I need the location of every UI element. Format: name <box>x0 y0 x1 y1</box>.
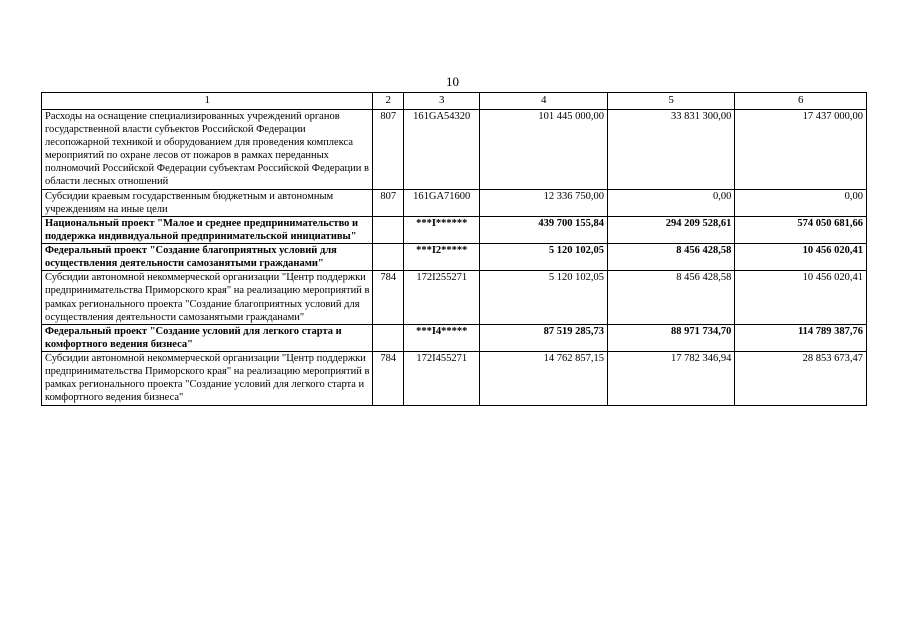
header-col-1: 1 <box>42 93 373 110</box>
row-code-2 <box>373 324 404 351</box>
row-code-2: 784 <box>373 352 404 406</box>
page-number: 10 <box>446 74 459 89</box>
row-value-6: 10 456 020,41 <box>735 244 867 271</box>
row-code-3: 161GA54320 <box>404 109 480 189</box>
row-value-4: 5 120 102,05 <box>480 271 607 325</box>
header-col-5: 5 <box>607 93 734 110</box>
row-value-6: 28 853 673,47 <box>735 352 867 406</box>
row-value-4: 87 519 285,73 <box>480 324 607 351</box>
header-col-2: 2 <box>373 93 404 110</box>
row-code-2: 807 <box>373 109 404 189</box>
header-col-3: 3 <box>404 93 480 110</box>
row-value-5: 0,00 <box>607 189 734 216</box>
row-code-3: ***I4***** <box>404 324 480 351</box>
row-code-2: 807 <box>373 189 404 216</box>
row-value-4: 12 336 750,00 <box>480 189 607 216</box>
row-value-5: 8 456 428,58 <box>607 271 734 325</box>
row-code-2 <box>373 216 404 243</box>
table-row <box>42 189 867 216</box>
row-code-3: 172I255271 <box>404 271 480 325</box>
table-row <box>42 352 867 406</box>
row-name: Субсидии автономной некоммерческой организации "Центр поддержки предпринимательства Приморского края" на реализацию мероприятий в рамках регионального проекта "Создание благоприятных условий для осуществления деятельности самозанятыми гражданами" <box>42 271 373 325</box>
row-code-2 <box>373 244 404 271</box>
row-name: Расходы на оснащение специализированных учреждений органов государственной власти субъектов Российской Федерации лесопожарной техникой и оборудованием для проведения комплекса мероприятий по охране лесов от пожаров в рамках переданных полномочий Российской Федерации субъектам Российской Федерации в области лесных отношений <box>42 109 373 189</box>
table-row <box>42 109 867 189</box>
row-value-4: 439 700 155,84 <box>480 216 607 243</box>
row-value-5: 294 209 528,61 <box>607 216 734 243</box>
row-value-6: 114 789 387,76 <box>735 324 867 351</box>
row-value-4: 14 762 857,15 <box>480 352 607 406</box>
row-value-5: 17 782 346,94 <box>607 352 734 406</box>
table-row-bold <box>42 216 867 243</box>
row-value-4: 101 445 000,00 <box>480 109 607 189</box>
row-code-3: ***I2***** <box>404 244 480 271</box>
header-col-6: 6 <box>735 93 867 110</box>
row-value-4: 5 120 102,05 <box>480 244 607 271</box>
table-row-bold <box>42 244 867 271</box>
row-value-5: 33 831 300,00 <box>607 109 734 189</box>
row-code-3: ***I****** <box>404 216 480 243</box>
row-value-6: 10 456 020,41 <box>735 271 867 325</box>
row-code-3: 172I455271 <box>404 352 480 406</box>
row-value-6: 0,00 <box>735 189 867 216</box>
header-row <box>42 93 867 110</box>
row-name: Федеральный проект "Создание благоприятных условий для осуществления деятельности самозанятыми гражданами" <box>42 244 373 271</box>
row-name: Национальный проект "Малое и среднее предпринимательство и поддержка индивидуальной предпринимательской инициативы" <box>42 216 373 243</box>
table-row-bold <box>42 324 867 351</box>
row-value-5: 88 971 734,70 <box>607 324 734 351</box>
header-col-4: 4 <box>480 93 607 110</box>
table-row <box>42 271 867 325</box>
row-code-2: 784 <box>373 271 404 325</box>
row-name: Субсидии автономной некоммерческой организации "Центр поддержки предпринимательства Приморского края" на реализацию мероприятий в рамках регионального проекта "Создание условий для легкого старта и комфортного ведения бизнеса" <box>42 352 373 406</box>
row-name: Субсидии краевым государственным бюджетным и автономным учреждениям на иные цели <box>42 189 373 216</box>
budget-table <box>41 92 867 406</box>
row-code-3: 161GA71600 <box>404 189 480 216</box>
row-value-6: 17 437 000,00 <box>735 109 867 189</box>
row-value-5: 8 456 428,58 <box>607 244 734 271</box>
row-name: Федеральный проект "Создание условий для легкого старта и комфортного ведения бизнеса" <box>42 324 373 351</box>
row-value-6: 574 050 681,66 <box>735 216 867 243</box>
